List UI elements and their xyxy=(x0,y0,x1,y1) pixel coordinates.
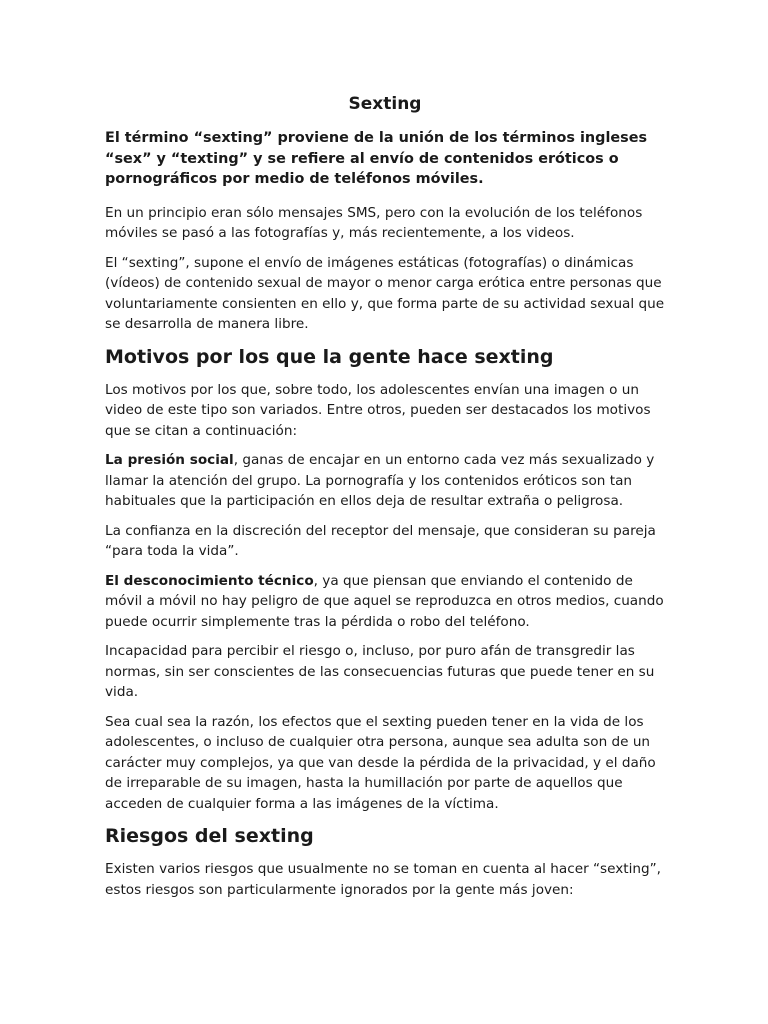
document-title: Sexting xyxy=(348,94,422,114)
paragraph-desconocimiento xyxy=(105,571,665,633)
heading-motivos: Motivos por los que la gente hace sexting xyxy=(105,345,554,368)
desconocimiento-text: , ya que piensan que enviando el contenido de móvil a móvil no hay peligro de que aquel se reproduzca en otros medios, cuando puede ocurrir simplemente tras la pérdida o robo del teléfono. xyxy=(105,572,664,630)
paragraph-presion-social xyxy=(105,450,665,512)
document-page xyxy=(105,92,665,909)
presion-social-text: , ganas de encajar en un entorno cada vez más sexualizado y llamar la atención del grupo. La pornografía y los contenidos eróticos son tan habituales que la participación en ellos deja de resultar extraña o peligrosa. xyxy=(105,452,655,509)
paragraph-motivos-intro: Los motivos por los que, sobre todo, los adolescentes envían una imagen o un video de este tipo son variados. Entre otros, pueden ser destacados los motivos que se citan a continuación: xyxy=(105,381,651,439)
heading-riesgos: Riesgos del sexting xyxy=(105,825,314,847)
paragraph-efectos: Sea cual sea la razón, los efectos que el sexting pueden tener en la vida de los adolescentes, o incluso de cualquier otra persona, aunque sea adulta son de un carácter muy complejos, ya que van desde la pérdida de la privacidad, y el daño de irreparable de su imagen, hasta la humillación por parte de aquellos que acceden de cualquier forma a las imágenes de la víctima. xyxy=(105,713,656,812)
intro-paragraph: El término “sexting” proviene de la unión de los términos ingleses “sex” y “texting” y se refiere al envío de contenidos eróticos o pornográficos por medio de teléfonos móviles. xyxy=(105,130,648,187)
paragraph-definition: El “sexting”, supone el envío de imágenes estáticas (fotografías) o dinámicas (vídeos) de contenido sexual de mayor o menor carga erótica entre personas que voluntariamente consienten en ello y, que forma parte de su actividad sexual que se desarrolla de manera libre. xyxy=(105,254,665,332)
paragraph-riesgos-intro: Existen varios riesgos que usualmente no se toman en cuenta al hacer “sexting”, estos riesgos son particularmente ignorados por la gente más joven: xyxy=(105,861,661,898)
paragraph-incapacidad: Incapacidad para percibir el riesgo o, incluso, por puro afán de transgredir las normas, sin ser conscientes de las consecuencias futuras que puede tener en su vida. xyxy=(105,643,655,700)
paragraph-evolution: En un principio eran sólo mensajes SMS, pero con la evolución de los teléfonos móviles se pasó a las fotografías y, más recientemente, a los videos. xyxy=(105,204,643,241)
paragraph-confianza: La confianza en la discreción del receptor del mensaje, que consideran su pareja “para toda la vida”. xyxy=(105,522,656,559)
desconocimiento-label: El desconocimiento técnico xyxy=(105,572,314,589)
presion-social-label: La presión social xyxy=(105,452,234,468)
